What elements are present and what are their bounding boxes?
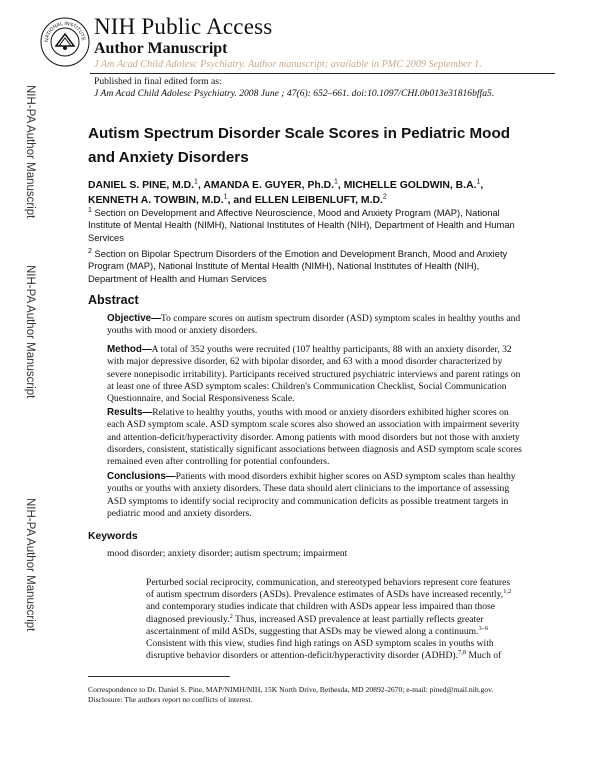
body-text-segment: Thus, increased ASD prevalence at least partially reflects greater ascertainment of mild ASDs, suggesting that ASDs may be viewed along a continuum. [146,613,484,637]
author-affiliation-mark: 2 [382,193,387,201]
citation [94,88,494,99]
method-label: Method— [107,344,152,355]
author-list [88,178,528,208]
author-affiliation-mark: 1 [223,193,228,201]
affiliation-text: Section on Development and Affective Neuroscience, Mood and Anxiety Program (MAP), National Institute of Mental Health (NIMH), National Institutes of Health (NIH), Department of Health and Human Services [88,207,515,243]
conclusions-label: Conclusions— [107,471,176,482]
keywords-list: mood disorder; anxiety disorder; autism spectrum; impairment [107,548,348,559]
header-divider [90,73,555,74]
nih-seal-logo [40,12,90,72]
sidebar-manuscript-label: NIH-PA Author Manuscript [24,498,36,632]
citation-text: J Am Acad Child Adolesc Psychiatry. 2008 June ; 47(6): 652–661. doi:10.1097/CHI.0b013e31816bffa5. [94,88,495,99]
sidebar-manuscript-label: NIH-PA Author Manuscript [24,85,36,219]
body-text-segment: and contemporary studies indicate that children with ASDs appear less impaired than those diagnosed previously. [146,601,496,625]
affiliation-number: 2 [88,247,92,255]
objective-text: To compare scores on autism spectrum disorder (ASD) symptom scales in healthy youths and youths with mood or anxiety disorders. [107,313,521,337]
correspondence-footnote: Correspondence to Dr. Daniel S. Pine, MAP/NIMH/NIH, 15K North Drive, Bethesda, MD 20892-2670; e-mail: pined@mail.nih.gov. [88,685,494,694]
abstract-conclusions [107,471,527,520]
published-label: Published in final edited form as: [94,76,222,87]
reference-mark: 3–6 [478,624,489,632]
objective-label: Objective— [107,313,161,324]
affiliation-number: 1 [88,206,92,214]
author-separator: , [337,180,344,191]
author-name: DANIEL S. PINE, M.D. [88,180,195,191]
author-separator: , [197,180,204,191]
method-text: A total of 352 youths were recruited (107 healthy participants, 88 with an anxiety disorder, 32 with major depressive disorder, 62 with bipolar disorder, and 63 with a mood disorder characterized by severe nonepisodic irritability). Participants received structured psychiatric interviews and parent ratings on at least one of three ASD symptom scales: Children's Communication Checklist, Social Communication Questionnaire, and Social Responsiveness Scale. [107,344,521,405]
author-manuscript-label: Author Manuscript [94,40,228,57]
abstract-method [107,344,527,405]
journal-availability-note: J Am Acad Child Adolesc Psychiatry. Author manuscript; available in PMC 2009 September 1. [94,59,482,70]
reference-mark: 2 [229,612,233,620]
footnote-divider [88,676,230,677]
affiliation [88,207,528,244]
author-name: AMANDA E. GUYER, Ph.D. [203,180,335,191]
sidebar-manuscript-label: NIH-PA Author Manuscript [24,265,36,399]
disclosure-footnote: Disclosure: The authors report no conflicts of interest. [88,695,253,704]
keywords-heading: Keywords [88,531,138,542]
nih-public-access-title: NIH Public Access [94,14,273,39]
affiliation [88,248,528,285]
author-separator: , and [227,195,255,206]
author-affiliation-mark: 1 [334,178,338,186]
results-label: Results— [107,407,153,418]
author-affiliation-mark: 1 [476,178,481,186]
affiliation-text: Section on Bipolar Spectrum Disorders of the Emotion and Development Branch, Mood and Anxiety Program (MAP), National Institute of Mental Health (NIMH), National Institutes of Health (NIH), Department of Health and Human Services [88,248,508,284]
body-text-segment: Consistent with this view, studies find high ratings on ASD symptom scales in youths with disruptive behavior disorders or attention-deficit/hyperactivity disorder (ADHD). [146,638,494,662]
author-name: KENNETH A. TOWBIN, M.D. [88,195,224,206]
abstract-objective [107,313,527,338]
reference-mark: 1,2 [503,588,512,596]
abstract-heading: Abstract [88,293,139,307]
author-affiliation-mark: 1 [194,178,198,186]
author-name: MICHELLE GOLDWIN, B.A. [343,180,477,191]
conclusions-text: Patients with mood disorders exhibit higher scores on ASD symptom scales than healthy youths or youths with anxiety disorders. These data should alert clinicians to the importance of assessing ASD symptoms to identify social reciprocity and communication deficits as possible treatment targets in pediatric mood and anxiety disorders. [107,471,516,519]
body-text-segment: Much of [466,650,502,662]
abstract-results [107,407,527,468]
reference-mark: 7,8 [457,649,467,657]
paper-title: Autism Spectrum Disorder Scale Scores in Pediatric Mood and Anxiety Disorders [88,125,510,166]
body-text-segment: Perturbed social reciprocity, communication, and stereotyped behaviors represent core features of autism spectrum disorders (ASDs). Prevalence estimates of ASDs have increased recently, [146,577,511,601]
svg-text:NATIONAL INSTITUTES OF HEALTH: NATIONAL INSTITUTE [43,20,86,43]
intro-paragraph [146,577,516,662]
results-text: Relative to healthy youths, youths with mood or anxiety disorders exhibited higher scores on each ASD symptom scale. ASD symptom scale scores also showed an association with impairment severity and attention-deficit/hyperactivity disorder. Among patients with mood disorders but not those with anxiety disorders, consistent, statistically significant associations between diagnosis and ASD symptom scale scores remained even after controlling for potential confounders. [107,407,522,468]
author-name: ELLEN LEIBENLUFT, M.D. [254,195,383,206]
author-separator: , [480,180,484,191]
